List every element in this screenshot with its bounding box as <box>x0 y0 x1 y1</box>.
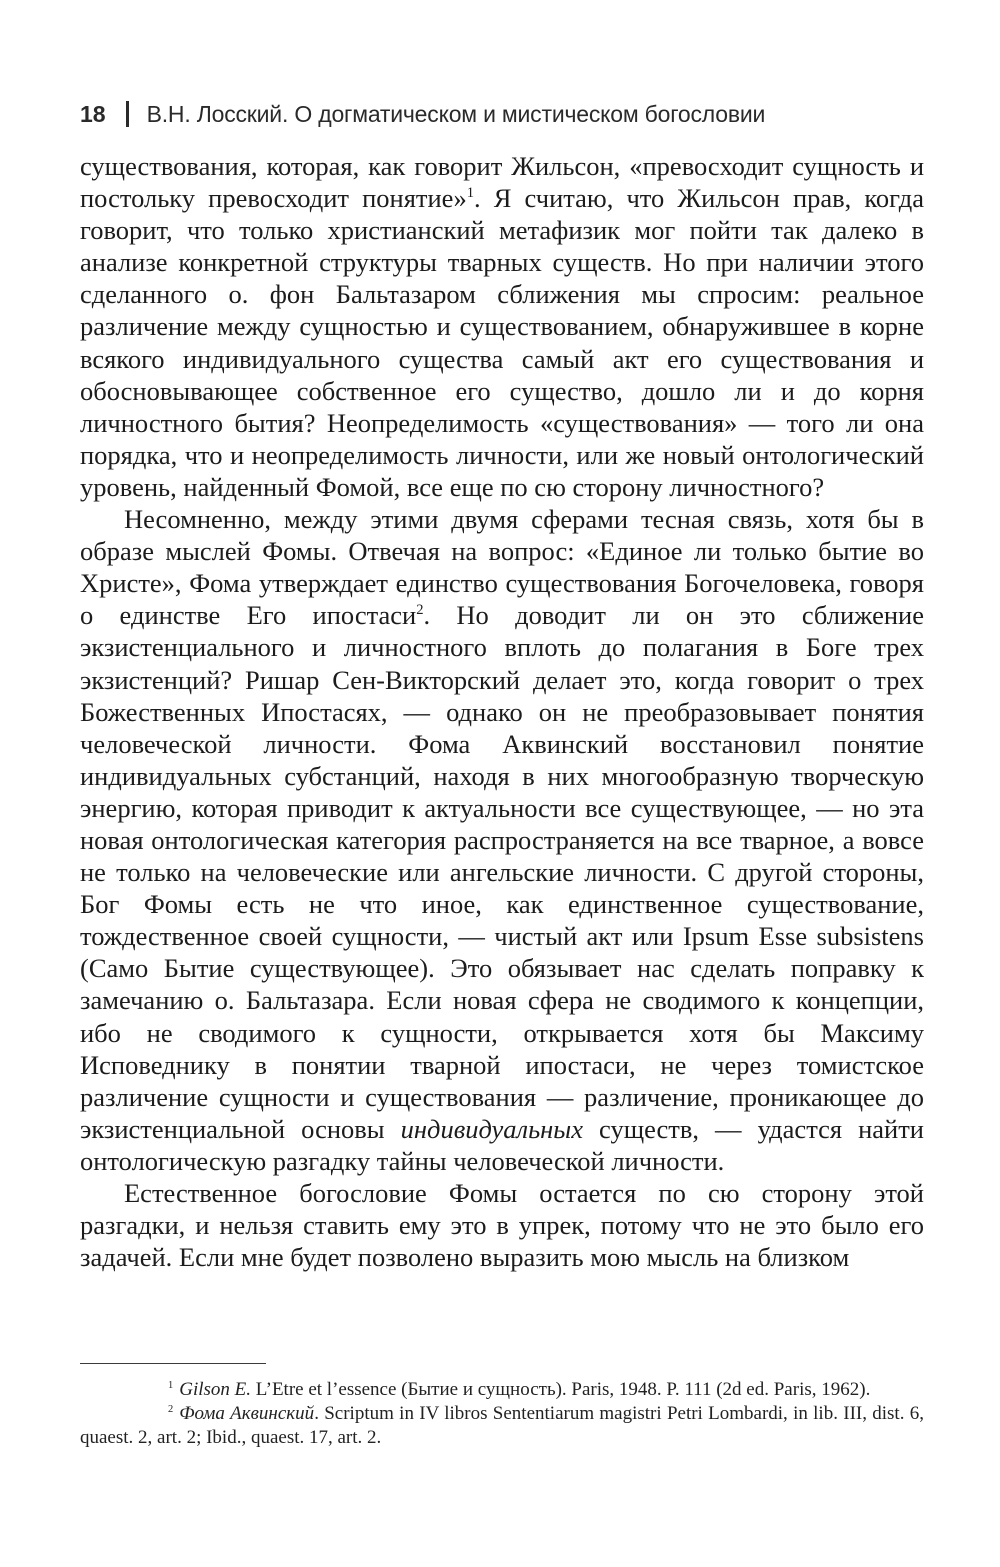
paragraph-1-text-a: существования, которая, как говорит Жильсон, «превосходит сущность и постольку превосходит понятие» <box>80 151 924 214</box>
footnote-1: $^1$ Gilson E. L’Etre et l’essence (Бытие и сущность). Paris, 1948. P. 111 (2d ed. Paris, 1962). <box>168 1379 871 1400</box>
paragraph-2-italic: индивидуальных <box>400 1113 583 1144</box>
footnote-divider <box>80 1363 266 1364</box>
paragraph-3: Естественное богословие Фомы остается по сю сторону этой разгадки, и нельзя ставить ему это в упрек, потому что не это было его задачей. Если мне будет позволено выразить мою мысль на близком <box>80 1178 924 1273</box>
page-number: 18 <box>80 100 106 127</box>
paragraph-2-text-b: . Но доводит ли он это сближение экзистенциального и личностного вплоть до полагания в Боге трех экзистенций? Ришар Сен-Викторский делает это, когда говорит о трех Божественных Ипостасях, — однако он не преобразовывает понятия человеческой личности. Фома Аквинский восстановил понятие индивидуальных субстанций, находя в них многообразную творческую энергию, которая приводит к актуальности все существующее, — но эта новая онтологическая категория распространяется на все тварное, а вовсе не только на человеческие или ангельские личности. С другой стороны, Бог Фомы есть не что иное, как единственное существование, тождественное своей сущности, — чистый акт или Ipsum Esse subsistens (Само Бытие существующее). Это обязывает нас сделать поправку к замечанию о. Бальтазара. Если новая сфера не сводимого к концепции, ибо не сводимого к сущности, открывается хотя бы Максиму Исповеднику в понятии тварной ипостаси, не через томистское различение сущности и существования — различение, проникающее до экзистенциальной основы <box>80 600 925 1144</box>
running-header <box>80 96 940 132</box>
paragraph-2-text-c: существ, — удастся найти онтологическую разгадку тайны человеческой личности. <box>80 1113 924 1176</box>
running-title: В.Н. Лосский. О догматическом и мистическом богословии <box>146 100 766 127</box>
paragraph-1 <box>80 150 924 503</box>
footnote-1-author: Gilson E. <box>179 1379 251 1400</box>
paragraph-2 <box>80 503 924 1177</box>
footnotes <box>80 1378 924 1450</box>
paragraph-2-text-a: Несомненно, между этими двумя сферами тесная связь, хотя бы в образе мыслей Фомы. Отвечая на вопрос: «Единое ли только бытие во Христе», Фома утверждает единство существования Богочеловека, говоря о единстве Его ипостаси <box>80 504 924 631</box>
footnote-2-text: . Scriptum in IV libros Sententiarum magistri Petri Lombardi, in lib. III, dist. 6, quaest. 2, art. 2; Ibid., quaest. 17, art. 2. <box>80 1403 924 1448</box>
main-text <box>80 150 924 1273</box>
footnote-1-text: L’Etre et l’essence (Бытие и сущность). Paris, 1948. P. 111 (2d ed. Paris, 1962). <box>251 1379 871 1400</box>
paragraph-1-text-b: . Я считаю, что Жильсон прав, когда говорит, что только христианский метафизик мог пойти так далеко в анализе конкретной структуры тварных существ. Но при наличии этого сделанного о. фон Бальтазаром сближения мы спросим: реальное различение между сущностью и существованием, обнаружившее в корне всякого индивидуального существа самый акт его существования и обосновывающее собственное его существо, дошло ли и до корня личностного бытия? Неопределимость «существования» — того ли она порядка, что и неопределимость личности, или же новый онтологический уровень, найденный Фомой, все еще по сю сторону личностного? <box>80 183 924 502</box>
header-separator <box>126 101 129 127</box>
footnote-2-author: Фома Аквинский <box>179 1403 315 1424</box>
footnote-ref-2: 2 <box>416 602 424 619</box>
footnote-2: $^2$ Фома Аквинский. Scriptum in IV libros Sententiarum magistri Petri Lombardi, in lib. III, dist. 6, quaest. 2, art. 2; Ibid., quaest. 17, art. 2. <box>80 1403 924 1448</box>
footnote-ref-1: 1 <box>466 185 474 202</box>
